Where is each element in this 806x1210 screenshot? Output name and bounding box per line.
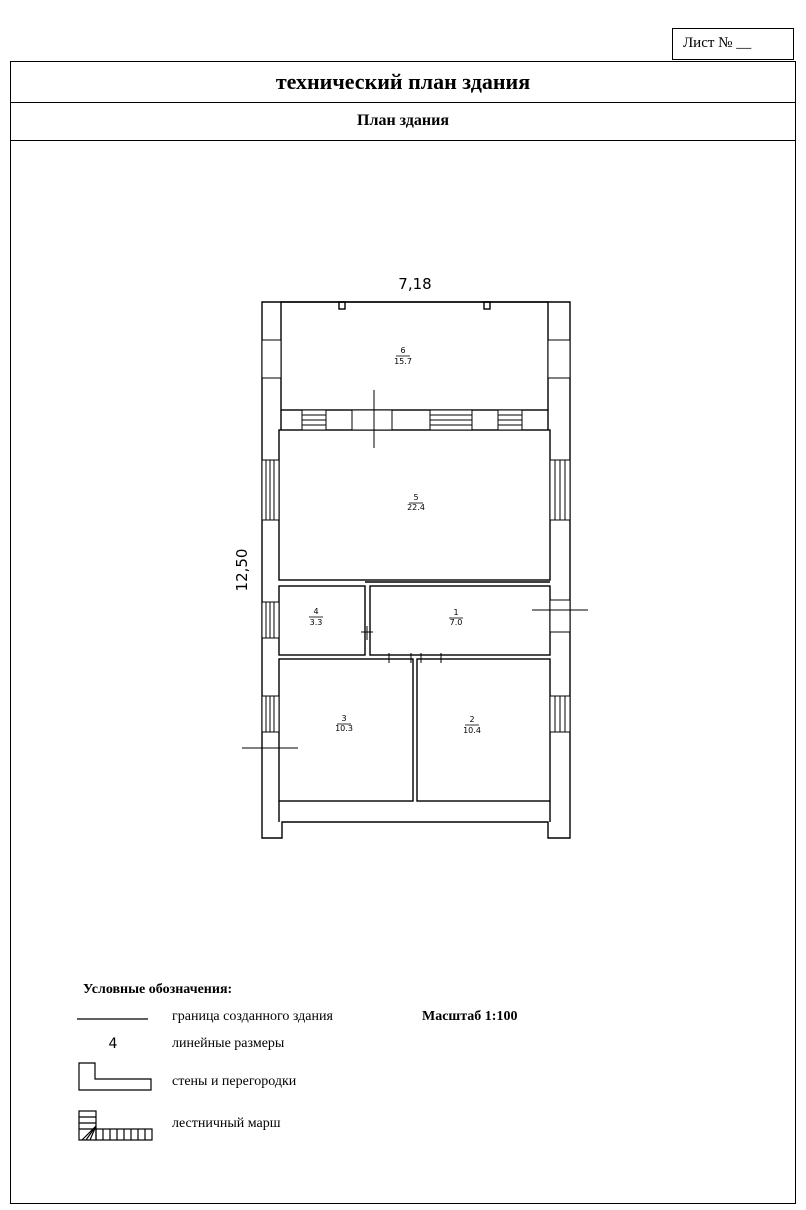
legend-title: Условные обозначения:: [83, 982, 233, 997]
room-2-outline: [417, 659, 550, 801]
legend-item-boundary: граница созданного здания: [172, 1009, 333, 1024]
room-area: 22.4: [407, 503, 425, 512]
room-label-3: [335, 714, 353, 733]
room-area: 3.3: [309, 618, 323, 627]
window-right-top: [548, 340, 570, 378]
room-label-4: [309, 607, 323, 627]
room-label-6: [394, 346, 412, 366]
windows: [262, 340, 570, 732]
sheet-number-label: Лист № __: [683, 35, 752, 51]
room-area: 10.3: [335, 724, 353, 733]
window-left-top: [262, 340, 281, 378]
opening-2: [352, 410, 392, 430]
wall-symbol-icon: [79, 1063, 151, 1090]
section-lines: [242, 390, 588, 748]
window-right-1: [550, 460, 570, 520]
room-area: 10.4: [463, 726, 481, 735]
room-number: 4: [313, 607, 319, 616]
legend-item-dimensions: линейные размеры: [172, 1036, 285, 1051]
window-left-1: [262, 460, 279, 520]
window-left-3: [262, 696, 279, 732]
opening-1: [302, 410, 326, 430]
stair-symbol-icon: [79, 1111, 152, 1140]
width-dimension: 7,18: [398, 275, 432, 293]
room-number: 3: [341, 714, 347, 723]
wall-notch: [484, 302, 490, 309]
wall-notch: [339, 302, 345, 309]
dimension-symbol: 4: [108, 1036, 118, 1052]
scale-label: Масштаб 1:100: [422, 1009, 518, 1024]
room-area: 7.0: [449, 618, 463, 627]
opening-4: [498, 410, 522, 430]
page-title: технический план здания: [11, 62, 795, 103]
room-number: 6: [400, 346, 406, 355]
outer-wall: [262, 302, 570, 838]
page-subtitle: План здания: [11, 103, 795, 141]
legend-item-stairs: лестничный марш: [172, 1116, 281, 1131]
legend-item-walls: стены и перегородки: [172, 1074, 297, 1089]
room-area: 15.7: [394, 357, 412, 366]
height-dimension: 12,50: [233, 548, 251, 592]
window-left-2: [262, 602, 279, 638]
room-label-5: [407, 493, 425, 512]
walls: [262, 302, 570, 838]
window-right-3: [550, 696, 570, 732]
room-labels: [309, 346, 481, 735]
room-number: 2: [469, 715, 475, 724]
room-number: 1: [453, 608, 459, 617]
room-label-2: [463, 715, 481, 735]
window-right-2: [550, 600, 570, 632]
room-label-1: [449, 608, 463, 627]
opening-3: [430, 410, 472, 430]
room-number: 5: [413, 493, 419, 502]
room-6-outline: [281, 302, 548, 410]
